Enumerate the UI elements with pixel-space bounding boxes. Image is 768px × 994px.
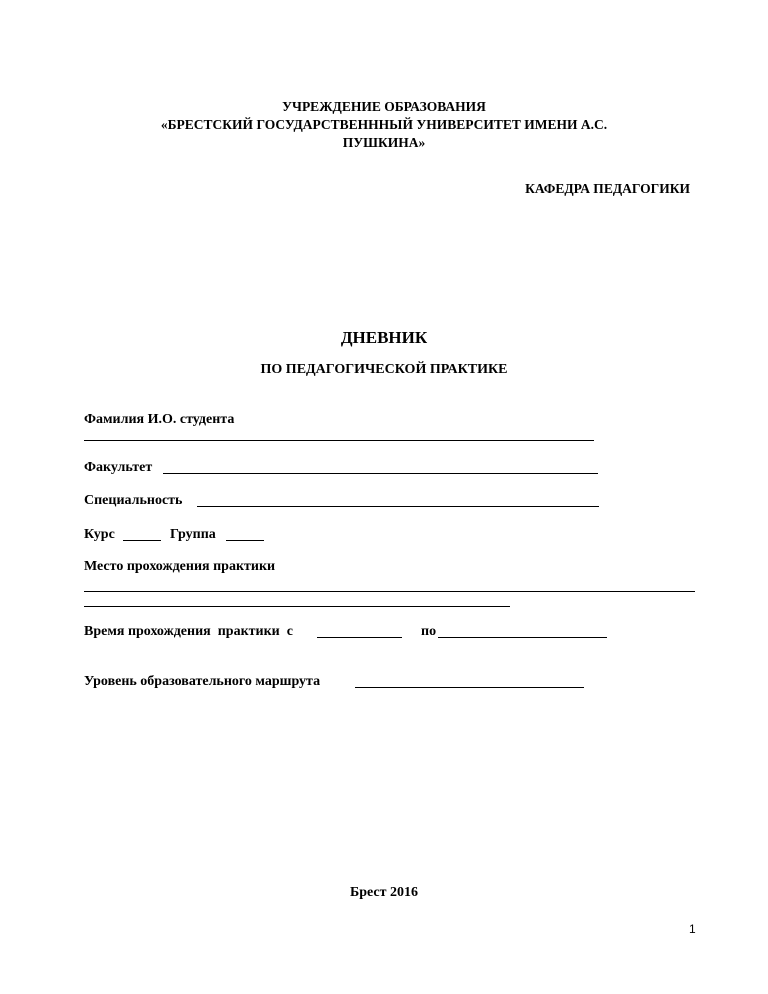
time-to-label: по <box>421 624 437 639</box>
student-name-label: Фамилия И.О. студента <box>84 412 235 427</box>
time-label: Время прохождения практики с <box>84 624 293 639</box>
group-label: Группа <box>170 527 216 542</box>
institution-line-3: ПУШКИНА» <box>342 135 426 150</box>
course-label: Курс <box>84 527 115 542</box>
time-to-line[interactable] <box>438 637 607 638</box>
department-name: КАФЕДРА ПЕДАГОГИКИ <box>525 181 690 196</box>
level-line[interactable] <box>355 687 584 688</box>
level-label: Уровень образовательного маршрута <box>84 674 321 689</box>
course-line[interactable] <box>123 540 161 541</box>
specialty-label: Специальность <box>84 493 183 508</box>
city-year: Брест 2016 <box>349 885 419 900</box>
faculty-line[interactable] <box>163 473 598 474</box>
faculty-label: Факультет <box>84 460 153 475</box>
institution-line-2: «БРЕСТСКИЙ ГОСУДАРСТВЕНННЫЙ УНИВЕРСИТЕТ ИМЕНИ А.С. <box>160 117 608 132</box>
diary-title: ДНЕВНИК <box>340 328 428 347</box>
diary-subtitle: ПО ПЕДАГОГИЧЕСКОЙ ПРАКТИКЕ <box>260 362 508 377</box>
place-label: Место прохождения практики <box>84 559 276 574</box>
student-name-line[interactable] <box>84 440 594 441</box>
place-line-1[interactable] <box>84 591 695 592</box>
institution-line-1: УЧРЕЖДЕНИЕ ОБРАЗОВАНИЯ <box>282 99 486 114</box>
group-line[interactable] <box>226 540 264 541</box>
specialty-line[interactable] <box>197 506 599 507</box>
place-line-2[interactable] <box>84 606 510 607</box>
time-from-line[interactable] <box>317 637 402 638</box>
page-number: 1 <box>689 922 696 936</box>
